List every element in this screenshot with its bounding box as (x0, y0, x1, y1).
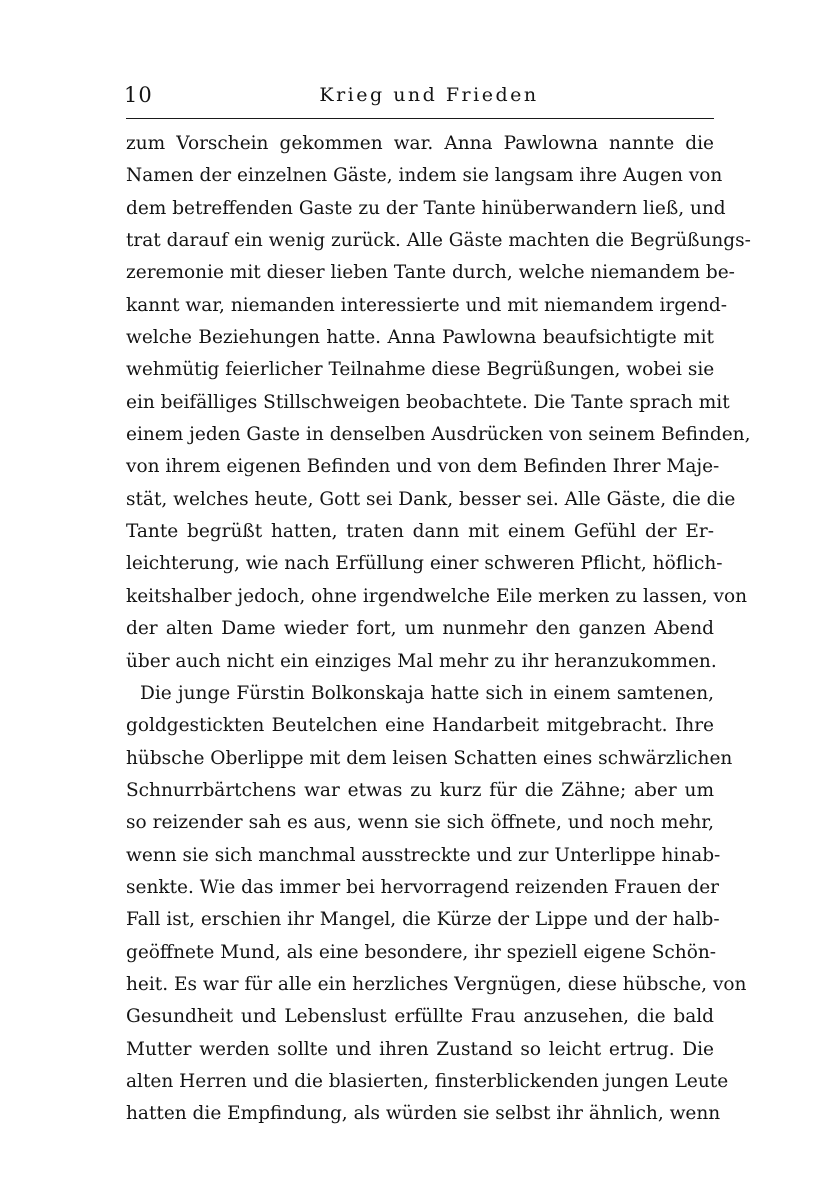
text-line: senkte. Wie das immer bei hervorragend reizenden Frauen der (126, 876, 720, 898)
running-title: Krieg und Frieden (319, 84, 539, 106)
text-line: hübsche Oberlippe mit dem leisen Schatten eines schwärzlichen (126, 747, 733, 769)
text-line: wehmütig feierlicher Teilnahme diese Begrüßungen, wobei sie (126, 359, 715, 381)
text-line: stät, welches heute, Gott sei Dank, besser sei. Alle Gäste, die die (126, 488, 736, 510)
text-line: Mutter werden sollte und ihren Zustand so leicht ertrug. Die (126, 1038, 714, 1060)
text-line: einem jeden Gaste in denselben Ausdrücken von seinem Befinden, (126, 424, 751, 446)
text-line: alten Herren und die blasierten, finsterblickenden jungen Leute (126, 1070, 729, 1092)
text-line: kannt war, niemanden interessierte und mit niemandem irgend- (126, 294, 728, 316)
text-line: Tante begrüßt hatten, traten dann mit einem Gefühl der Er- (126, 521, 714, 543)
paragraph-start-line: Die junge Fürstin Bolkonskaja hatte sich in einem samtenen, (140, 682, 714, 704)
text-line: Schnurrbärtchens war etwas zu kurz für die Zähne; aber um (126, 779, 714, 801)
header-rule (126, 118, 714, 119)
text-line: leichterung, wie nach Erfüllung einer schweren Pflicht, höflich- (126, 553, 723, 575)
text-line: Fall ist, erschien ihr Mangel, die Kürze der Lippe und der halb- (126, 909, 720, 931)
text-line: Gesundheit und Lebenslust erfüllte Frau anzusehen, die bald (126, 1006, 714, 1028)
text-line: keitshalber jedoch, ohne irgendwelche Eile merken zu lassen, von (126, 585, 748, 607)
text-line: von ihrem eigenen Befinden und von dem Befinden Ihrer Maje- (126, 456, 720, 478)
text-line: trat darauf ein wenig zurück. Alle Gäste machten die Begrüßungs- (126, 230, 751, 252)
text-line: dem betreffenden Gaste zu der Tante hinüberwandern ließ, und (126, 197, 726, 219)
text-line: hatten die Empfindung, als würden sie selbst ihr ähnlich, wenn (126, 1103, 721, 1125)
text-line: goldgestickten Beutelchen eine Handarbeit mitgebracht. Ihre (126, 715, 714, 737)
text-line: welche Beziehungen hatte. Anna Pawlowna beaufsichtigte mit (126, 327, 714, 349)
paragraph-end-line: über auch nicht ein einziges Mal mehr zu ihr heranzukommen. (126, 650, 717, 672)
text-line: so reizender sah es aus, wenn sie sich öffnete, und noch mehr, (126, 812, 714, 834)
page-number: 10 (124, 83, 153, 107)
text-line: ein beifälliges Stillschweigen beobachtete. Die Tante sprach mit (126, 391, 730, 413)
page-header (124, 80, 714, 114)
text-line: zum Vorschein gekommen war. Anna Pawlowna nannte die (126, 133, 714, 154)
text-line: zeremonie mit dieser lieben Tante durch, welche niemandem be- (126, 262, 735, 284)
body-text (126, 128, 751, 1131)
text-line: der alten Dame wieder fort, um nunmehr den ganzen Abend (126, 618, 714, 640)
text-line: heit. Es war für alle ein herzliches Vergnügen, diese hübsche, von (126, 973, 747, 995)
text-line: geöffnete Mund, als eine besondere, ihr speziell eigene Schön- (126, 941, 717, 963)
text-line: Namen der einzelnen Gäste, indem sie langsam ihre Augen von (126, 165, 723, 187)
text-line: wenn sie sich manchmal ausstreckte und zur Unterlippe hinab- (126, 844, 721, 866)
